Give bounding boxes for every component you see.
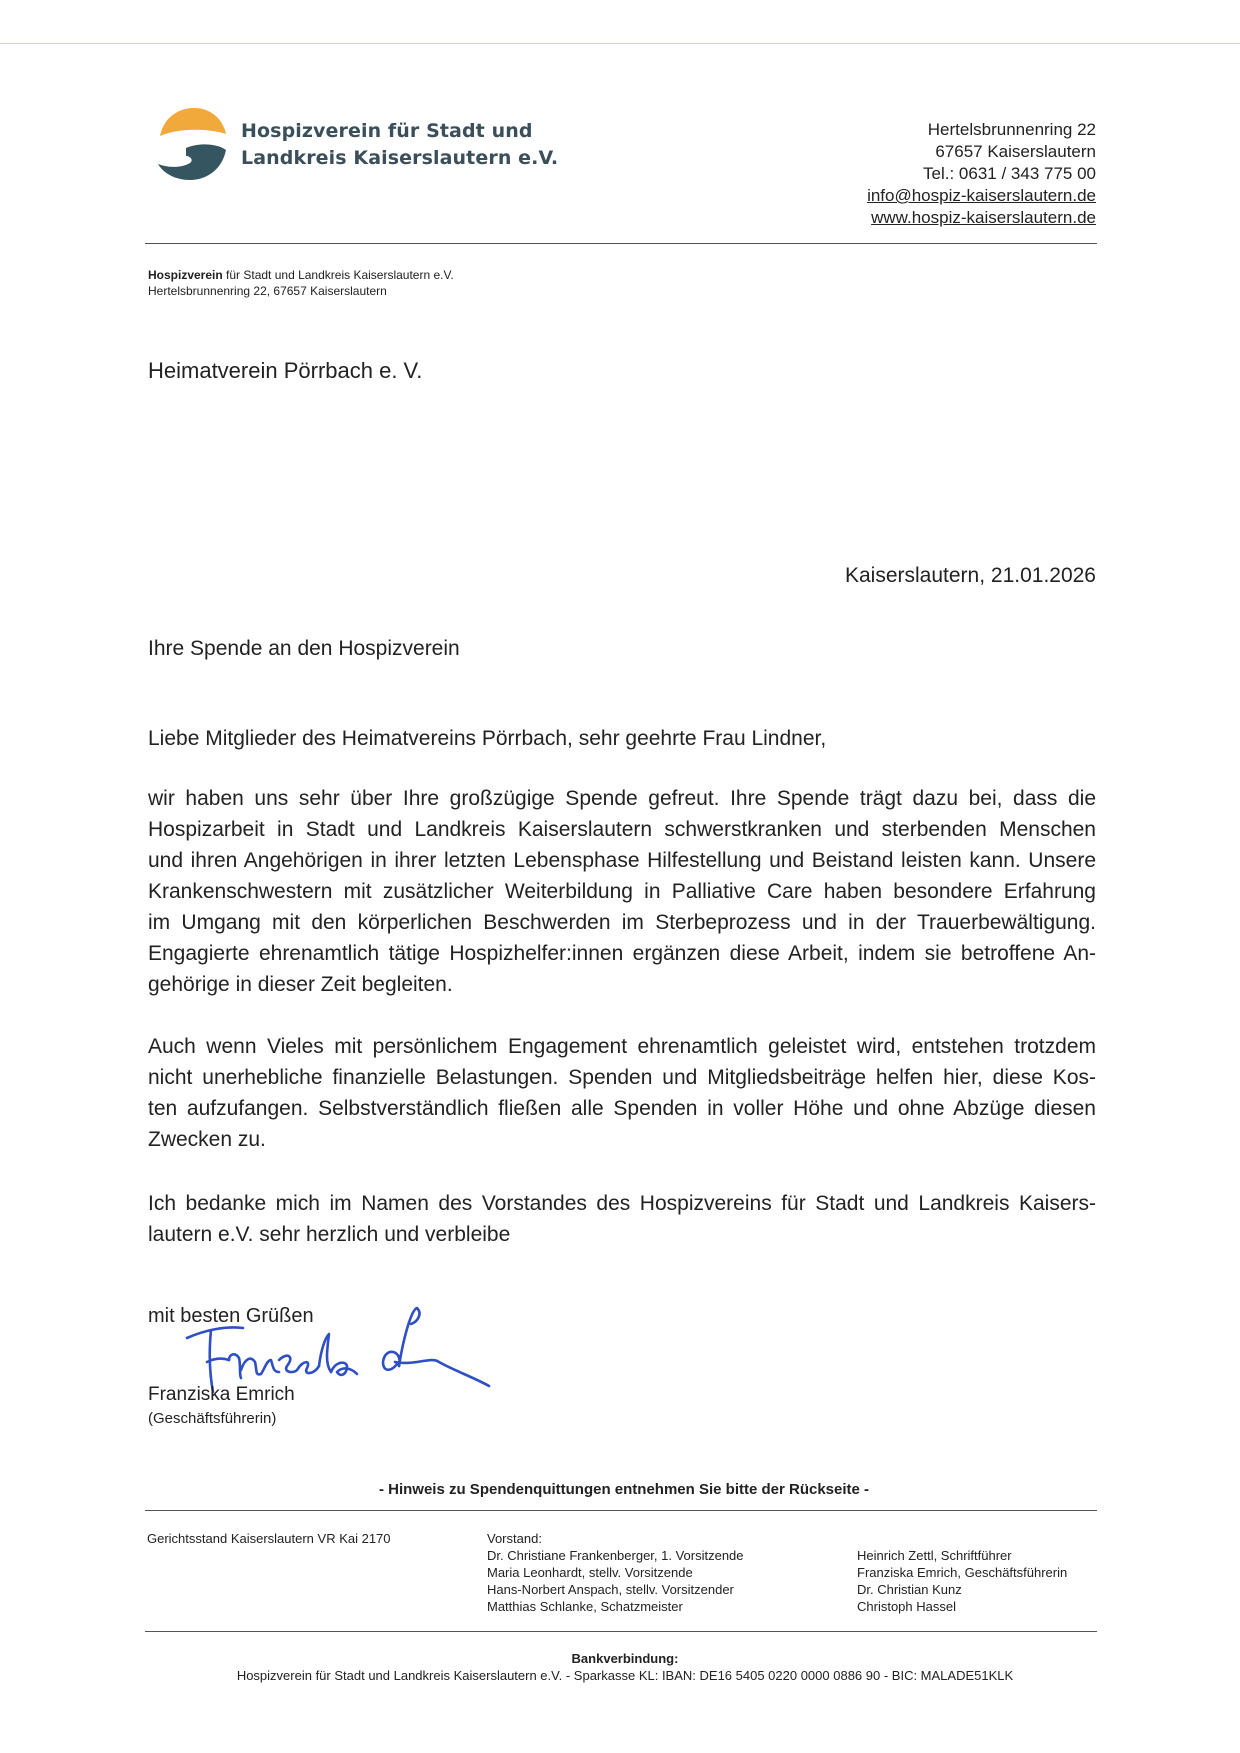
footer-divider-top (145, 1510, 1097, 1511)
board-title: Vorstand: (487, 1531, 542, 1546)
logo-sun-arc (160, 108, 226, 136)
bank-details: Hospizverein für Stadt und Landkreis Kaiserslautern e.V. - Sparkasse KL: IBAN: DE16 5405 0220 0000 0886 90 - BIC: MALADE51KLK (236, 1668, 1014, 1683)
sender-return-address (148, 267, 454, 299)
sender-address: Hertelsbrunnenring 22, 67657 Kaiserslautern (148, 284, 387, 298)
board-member: Dr. Christian Kunz (857, 1582, 962, 1597)
board-member: Dr. Christiane Frankenberger, 1. Vorsitzende (487, 1548, 744, 1563)
bank-details-title: Bankverbindung: (571, 1651, 679, 1666)
footer-divider-bottom (145, 1631, 1097, 1632)
court-registration (147, 1530, 391, 1547)
header-divider (145, 243, 1097, 244)
organization-name-line2: Landkreis Kaiserslautern e.V. (241, 147, 559, 169)
board-member: Maria Leonhardt, stellv. Vorsitzende (487, 1565, 693, 1580)
letter-salutation: Liebe Mitglieder des Heimatvereins Pörrbach, sehr geehrte Frau Lindner, (148, 727, 827, 750)
logo-swoosh (158, 144, 226, 180)
body-line: Ich bedanke mich im Namen des Vorstandes des Hospizvereins für Stadt und Landkreis Kaisers- (148, 1192, 1096, 1215)
sender-org-rest: für Stadt und Landkreis Kaiserslautern e.V. (222, 268, 454, 282)
board-members-column-1 (487, 1530, 744, 1615)
recipient-address: Heimatverein Pörrbach e. V. (148, 358, 423, 383)
organization-name (241, 118, 558, 172)
body-paragraph-2 (148, 1031, 1096, 1155)
signer-role: (Geschäftsführerin) (148, 1410, 277, 1427)
letter-subject: Ihre Spende an den Hospizverein (148, 637, 460, 660)
body-line: ten aufzufangen. Selbstverständlich fließen alle Spenden in voller Höhe und ohne Abzüge diesen (148, 1097, 1096, 1120)
body-line: im Umgang mit den körperlichen Beschwerden im Sterbeprozess und in der Trauerbewältigung. (148, 911, 1096, 934)
contact-phone: Tel.: 0631 / 343 775 00 (923, 164, 1096, 183)
body-line: Engagierte ehrenamtlich tätige Hospizhelfer:innen ergänzen diese Arbeit, indem sie betroffene An- (148, 942, 1096, 965)
board-member: Christoph Hassel (857, 1599, 956, 1614)
board-member: Hans-Norbert Anspach, stellv. Vorsitzender (487, 1582, 734, 1597)
contact-website-link[interactable]: www.hospiz-kaiserslautern.de (871, 208, 1096, 227)
body-line: Hospizarbeit in Stadt und Landkreis Kaiserslautern schwerstkranken und sterbenden Menschen (148, 818, 1096, 841)
letter-date: Kaiserslautern, 21.01.2026 (844, 564, 1096, 587)
letter-closing: mit besten Grüßen (148, 1305, 314, 1327)
contact-street: Hertelsbrunnenring 22 (927, 120, 1096, 139)
signer-name: Franziska Emrich (148, 1384, 295, 1405)
donation-receipt-note: - Hinweis zu Spendenquittungen entnehmen Sie bitte der Rückseite - (378, 1481, 870, 1498)
body-line: wir haben uns sehr über Ihre großzügige Spende gefreut. Ihre Spende trägt dazu bei, dass die (148, 787, 1096, 810)
contact-email-link[interactable]: info@hospiz-kaiserslautern.de (867, 186, 1096, 205)
board-member: Heinrich Zettl, Schriftführer (857, 1548, 1012, 1563)
court-registration-text: Gerichtsstand Kaiserslautern VR Kai 2170 (147, 1531, 391, 1546)
page-top-edge (0, 43, 1240, 44)
board-member: Franziska Emrich, Geschäftsführerin (857, 1565, 1068, 1580)
body-line: Auch wenn Vieles mit persönlichem Engagement ehrenamtlich geleistet wird, entstehen trotzdem (148, 1035, 1096, 1058)
contact-city: 67657 Kaiserslautern (935, 142, 1096, 161)
body-line: und ihren Angehörigen in ihrer letzten Lebensphase Hilfestellung und Beistand leisten kann. Unsere (148, 849, 1096, 872)
body-line: Zwecken zu. (148, 1128, 266, 1151)
body-line: lautern e.V. sehr herzlich und verbleibe (148, 1223, 511, 1246)
body-paragraph-1 (148, 783, 1096, 1000)
contact-block (867, 119, 1096, 229)
sender-org-bold: Hospizverein (148, 268, 223, 282)
body-line: gehörige in dieser Zeit begleiten. (148, 973, 453, 996)
organization-name-line1: Hospizverein für Stadt und (241, 120, 533, 142)
board-members-column-2 (857, 1547, 1067, 1615)
body-line: Krankenschwestern mit zusätzlicher Weiterbildung in Palliative Care haben besondere Erfahrung (148, 880, 1096, 903)
body-line: nicht unerhebliche finanzielle Belastungen. Spenden und Mitgliedsbeiträge helfen hier, diese Kos- (148, 1066, 1096, 1089)
hospiz-logo-icon (156, 106, 228, 182)
body-paragraph-3 (148, 1188, 1096, 1250)
board-member: Matthias Schlanke, Schatzmeister (487, 1599, 683, 1614)
